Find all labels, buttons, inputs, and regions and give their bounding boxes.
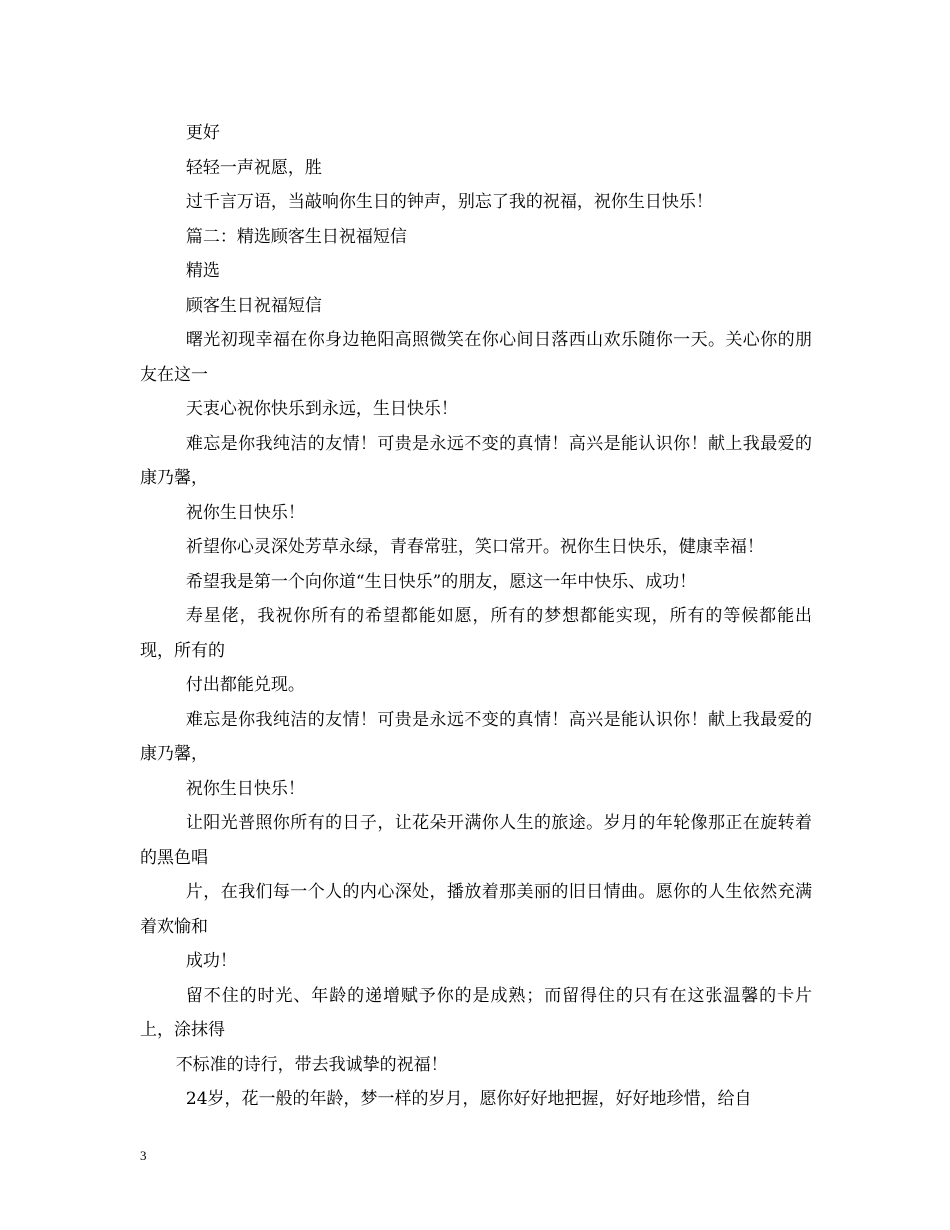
paragraph: 难忘是你我纯洁的友情！可贵是永远不变的真情！高兴是能认识你！献上我最爱的康乃馨， [140, 433, 812, 488]
paragraph: 24岁，花一般的年龄，梦一样的岁月，愿你好好地把握，好好地珍惜，给自 [185, 1089, 752, 1109]
paragraph: 顾客生日祝福短信 [185, 295, 322, 316]
paragraph: 片，在我们每一个人的内心深处，播放着那美丽的旧日情曲。愿你的人生依然充满着欢愉和 [140, 882, 812, 937]
paragraph: 祝你生日快乐！ [185, 502, 305, 523]
document-body [140, 116, 812, 1117]
paragraph: 付出都能兑现。 [185, 675, 305, 695]
paragraph: 祝你生日快乐！ [185, 778, 305, 799]
paragraph: 不标准的诗行，带去我诚挚的祝福！ [175, 1054, 448, 1075]
paragraph: 成功！ [185, 951, 237, 971]
paragraph: 寿星佬，我祝你所有的希望都能如愿，所有的梦想都能实现，所有的等候都能出现，所有的 [140, 606, 812, 661]
paragraph: 曙光初现幸福在你身边艳阳高照微笑在你心间日落西山欢乐随你一天。关心你的朋友在这一 [140, 330, 812, 385]
paragraph: 留不住的时光、年龄的递增赋予你的是成熟；而留得住的只有在这张温馨的卡片上，涂抹得 [140, 985, 812, 1040]
paragraph: 精选 [185, 261, 220, 281]
paragraph: 让阳光普照你所有的日子，让花朵开满你人生的旅途。岁月的年轮像那正在旋转着的黑色唱 [140, 813, 812, 868]
paragraph: 难忘是你我纯洁的友情！可贵是永远不变的真情！高兴是能认识你！献上我最爱的康乃馨， [140, 709, 812, 764]
section-heading: 篇二：精选顾客生日祝福短信 [185, 226, 407, 247]
page-number: 3 [140, 1148, 147, 1163]
paragraph: 更好 [185, 123, 220, 143]
paragraph: 天衷心祝你快乐到永远，生日快乐！ [185, 399, 458, 419]
paragraph: 过千言万语，当敲响你生日的钟声，别忘了我的祝福，祝你生日快乐！ [185, 192, 713, 212]
paragraph: 希望我是第一个向你道“生日快乐”的朋友，愿这一年中快乐、成功！ [185, 571, 697, 592]
paragraph: 祈望你心灵深处芳草永绿，青春常驻，笑口常开。祝你生日快乐，健康幸福！ [185, 537, 764, 557]
paragraph: 轻轻一声祝愿，胜 [185, 157, 322, 178]
